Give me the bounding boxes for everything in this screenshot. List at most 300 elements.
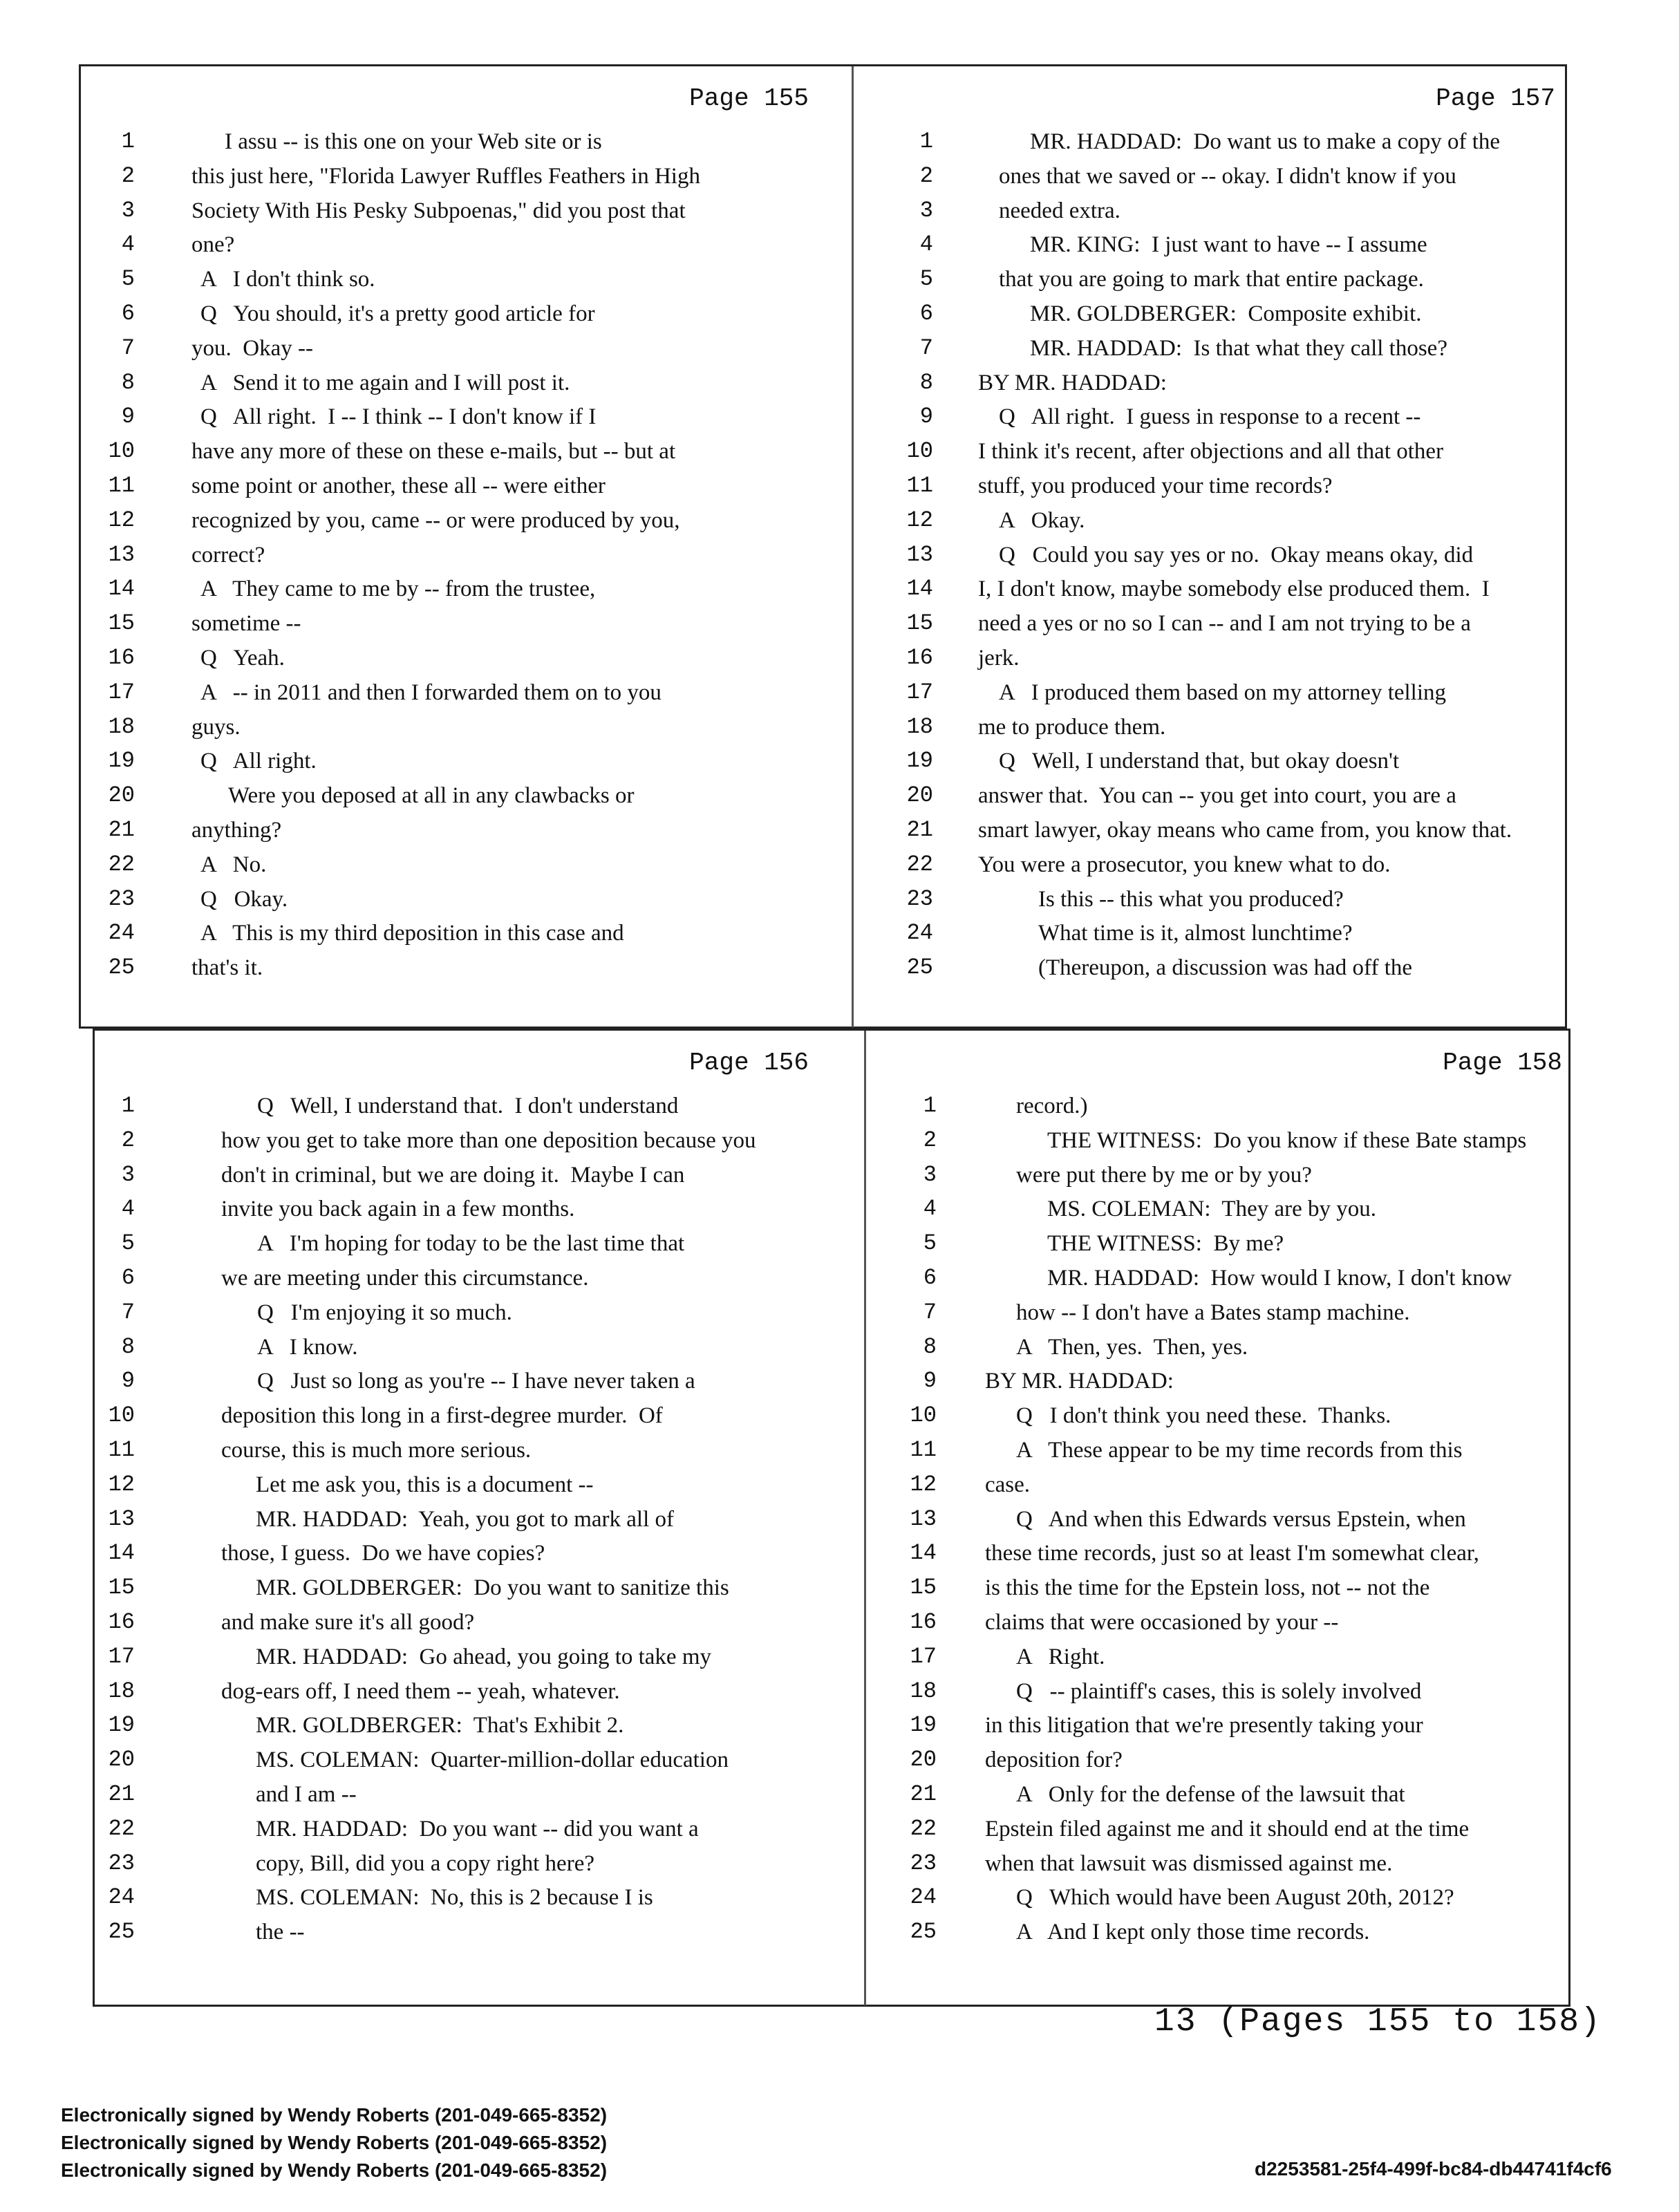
transcript-line <box>836 1330 1583 1365</box>
line-text: is this the time for the Epstein loss, not -- not the <box>985 1575 1430 1601</box>
transcript-line <box>836 1640 1583 1674</box>
transcript-line <box>836 1812 1583 1846</box>
line-text: Q I'm enjoying it so much. <box>257 1300 512 1325</box>
line-text: Is this -- this what you produced? <box>1038 886 1344 912</box>
transcript-line <box>83 1880 829 1915</box>
line-number: 2 <box>121 162 135 189</box>
line-text: case. <box>985 1472 1031 1497</box>
transcript-line <box>83 950 829 985</box>
line-text: claims that were occasioned by your -- <box>985 1610 1339 1635</box>
transcript-line <box>829 194 1576 228</box>
line-text: BY MR. HADDAD: <box>978 370 1167 395</box>
line-number: 17 <box>906 679 933 705</box>
transcript-line <box>836 1743 1583 1777</box>
line-number: 23 <box>910 1850 937 1876</box>
line-number: 6 <box>121 1265 135 1291</box>
line-number: 11 <box>910 1437 937 1463</box>
line-text: these time records, just so at least I'm somewhat clear, <box>985 1541 1479 1566</box>
transcript-line <box>83 366 829 400</box>
transcript-line <box>83 194 829 228</box>
line-text: Let me ask you, this is a document -- <box>256 1472 594 1497</box>
transcript-line <box>83 882 829 917</box>
line-number: 24 <box>108 920 135 946</box>
transcript-line <box>83 641 829 675</box>
line-number: 15 <box>910 1575 937 1601</box>
line-text: A Then, yes. Then, yes. <box>1016 1334 1248 1360</box>
transcript-line <box>836 1364 1583 1398</box>
transcript-line <box>836 1777 1583 1812</box>
line-number: 13 <box>108 541 135 568</box>
line-number: 8 <box>121 369 135 395</box>
transcript-line <box>83 1226 829 1261</box>
line-number: 1 <box>919 129 933 154</box>
transcript-line <box>83 503 829 538</box>
transcript-line <box>83 1261 829 1295</box>
line-number: 6 <box>923 1265 937 1291</box>
line-number: 24 <box>910 1884 937 1911</box>
line-text: BY MR. HADDAD: <box>985 1369 1174 1394</box>
line-number: 23 <box>108 885 135 912</box>
line-text: answer that. You can -- you get into court, you are a <box>978 783 1456 809</box>
transcript-line <box>829 950 1576 985</box>
transcript-line <box>829 400 1576 434</box>
transcript-line <box>836 1295 1583 1330</box>
line-number: 12 <box>108 1471 135 1497</box>
transcript-line <box>836 1502 1583 1537</box>
line-text: Q All right. <box>200 749 317 774</box>
line-text: MS. COLEMAN: No, this is 2 because I is <box>256 1885 653 1911</box>
line-text: A They came to me by -- from the trustee, <box>200 577 596 602</box>
line-number: 15 <box>108 610 135 637</box>
line-number: 6 <box>919 301 933 326</box>
line-number: 5 <box>121 1230 135 1257</box>
line-text: MR. HADDAD: Yeah, you got to mark all of <box>256 1506 674 1532</box>
transcript-line <box>83 916 829 950</box>
line-number: 18 <box>906 713 933 740</box>
line-number: 23 <box>906 885 933 912</box>
line-number: 17 <box>108 1643 135 1669</box>
transcript-line <box>83 227 829 262</box>
page-range-footer: 13 (Pages 155 to 158) <box>1154 2003 1602 2041</box>
line-number: 13 <box>108 1506 135 1532</box>
transcript-line <box>83 813 829 847</box>
line-text: A Only for the defense of the lawsuit that <box>1016 1782 1405 1807</box>
line-text: A And I kept only those time records. <box>1016 1920 1370 1945</box>
transcript-line <box>829 227 1576 262</box>
transcript-line <box>829 675 1576 710</box>
transcript-line <box>83 1364 829 1398</box>
line-text: I think it's recent, after objections and all that other <box>978 439 1444 465</box>
line-number: 7 <box>919 335 933 361</box>
page-header: Page 158 <box>1443 1049 1562 1077</box>
line-number: 2 <box>121 1127 135 1153</box>
signature-line: Electronically signed by Wendy Roberts (201-049-665-8352) <box>61 2104 608 2126</box>
transcript-line <box>83 1295 829 1330</box>
transcript-line <box>83 572 829 606</box>
line-number: 20 <box>108 1747 135 1773</box>
transcript-line <box>836 1605 1583 1640</box>
transcript-line <box>83 159 829 194</box>
line-text: we are meeting under this circumstance. <box>221 1266 589 1291</box>
transcript-line <box>829 331 1576 366</box>
line-number: 7 <box>923 1299 937 1325</box>
transcript-line <box>829 366 1576 400</box>
transcript-line <box>83 1708 829 1743</box>
signature-block <box>61 2101 607 2184</box>
transcript-line <box>836 1089 1583 1123</box>
transcript-line <box>83 1536 829 1571</box>
line-number: 10 <box>108 1403 135 1429</box>
transcript-line <box>836 1123 1583 1158</box>
line-text: the -- <box>256 1920 305 1945</box>
transcript-line <box>83 1915 829 1949</box>
line-text: you. Okay -- <box>191 335 313 361</box>
line-text: don't in criminal, but we are doing it. Maybe I can <box>221 1162 685 1188</box>
line-text: recognized by you, came -- or were produced by you, <box>191 507 680 533</box>
signature-line: Electronically signed by Wendy Roberts (201-049-665-8352) <box>61 2132 608 2153</box>
line-number: 22 <box>906 851 933 877</box>
transcript-line <box>836 1536 1583 1571</box>
transcript-line <box>829 572 1576 606</box>
line-text: sometime -- <box>191 611 301 637</box>
line-number: 4 <box>121 1196 135 1222</box>
line-text: ones that we saved or -- okay. I didn't know if you <box>999 163 1456 189</box>
page-header: Page 155 <box>689 84 809 113</box>
line-number: 10 <box>906 438 933 465</box>
line-number: 1 <box>121 1093 135 1118</box>
line-number: 21 <box>906 817 933 843</box>
line-text: and make sure it's all good? <box>221 1610 475 1635</box>
page-158-panel <box>836 1033 1583 1974</box>
transcript-line <box>829 469 1576 503</box>
line-number: 9 <box>919 404 933 430</box>
line-text: A I know. <box>257 1334 358 1360</box>
line-text: Q Okay. <box>200 886 288 912</box>
line-text: MR. HADDAD: Do you want -- did you want a <box>256 1816 699 1841</box>
transcript-line <box>83 331 829 366</box>
transcript-line <box>836 1880 1583 1915</box>
transcript-line <box>83 1674 829 1709</box>
line-text: deposition this long in a first-degree murder. Of <box>221 1403 663 1429</box>
line-text: MR. HADDAD: Go ahead, you going to take my <box>256 1644 712 1669</box>
line-number: 2 <box>919 162 933 189</box>
line-number: 25 <box>906 955 933 981</box>
page-header: Page 157 <box>1436 84 1555 113</box>
line-text: A I don't think so. <box>200 267 375 292</box>
line-number: 7 <box>121 335 135 361</box>
line-text: record.) <box>1016 1094 1088 1118</box>
line-text: were put there by me or by you? <box>1016 1162 1312 1188</box>
line-number: 3 <box>919 197 933 223</box>
transcript-line <box>83 297 829 331</box>
transcript-line <box>83 606 829 641</box>
line-number: 10 <box>910 1403 937 1429</box>
transcript-line <box>83 434 829 469</box>
line-text: some point or another, these all -- were either <box>191 474 606 498</box>
line-text: Q Well, I understand that. I don't understand <box>257 1094 679 1118</box>
line-number: 14 <box>108 1540 135 1566</box>
line-number: 24 <box>906 920 933 946</box>
line-text: one? <box>191 232 235 258</box>
transcript-line <box>836 1468 1583 1502</box>
page-157-panel <box>829 69 1576 1009</box>
line-number: 16 <box>906 645 933 671</box>
line-text: dog-ears off, I need them -- yeah, whatever. <box>221 1678 620 1704</box>
line-text: THE WITNESS: By me? <box>1047 1231 1284 1257</box>
line-text: Q -- plaintiff's cases, this is solely involved <box>1016 1678 1422 1704</box>
line-text: me to produce them. <box>978 714 1166 740</box>
line-number: 11 <box>108 473 135 498</box>
line-text: those, I guess. Do we have copies? <box>221 1541 545 1566</box>
transcript-line <box>83 1812 829 1846</box>
line-text: correct? <box>191 542 265 568</box>
line-number: 20 <box>906 782 933 809</box>
line-text: I assu -- is this one on your Web site or is <box>225 129 602 154</box>
transcript-line <box>83 1777 829 1812</box>
line-number: 1 <box>923 1093 937 1118</box>
transcript-line <box>83 469 829 503</box>
transcript-line <box>836 1261 1583 1295</box>
transcript-line <box>83 1158 829 1192</box>
line-text: that you are going to mark that entire package. <box>999 267 1424 292</box>
transcript-line <box>829 606 1576 641</box>
line-number: 14 <box>108 576 135 602</box>
line-text: how -- I don't have a Bates stamp machine. <box>1016 1300 1410 1325</box>
line-text: Q I don't think you need these. Thanks. <box>1016 1403 1391 1429</box>
line-text: Q And when this Edwards versus Epstein, when <box>1016 1506 1466 1532</box>
line-text: when that lawsuit was dismissed against me. <box>985 1850 1393 1876</box>
transcript-line <box>829 847 1576 882</box>
line-text: copy, Bill, did you a copy right here? <box>256 1850 594 1876</box>
line-number: 11 <box>906 473 933 498</box>
transcript-line <box>83 847 829 882</box>
line-number: 4 <box>923 1196 937 1222</box>
transcript-line <box>829 813 1576 847</box>
transcript-line <box>829 434 1576 469</box>
line-number: 25 <box>108 955 135 981</box>
line-number: 16 <box>108 1609 135 1635</box>
page-156-panel <box>83 1033 829 1974</box>
line-text: jerk. <box>978 646 1020 671</box>
line-number: 5 <box>923 1230 937 1257</box>
line-text: Q Which would have been August 20th, 2012? <box>1016 1885 1454 1911</box>
line-text: MR. GOLDBERGER: Do you want to sanitize this <box>256 1575 729 1601</box>
transcript-line <box>836 1915 1583 1949</box>
transcript-line <box>829 710 1576 744</box>
line-text: MR. HADDAD: Do want us to make a copy of the <box>1030 129 1501 154</box>
line-number: 21 <box>108 817 135 843</box>
line-number: 12 <box>108 507 135 533</box>
line-number: 9 <box>121 1368 135 1394</box>
line-text: Q Well, I understand that, but okay doesn't <box>999 749 1400 774</box>
line-number: 22 <box>108 851 135 877</box>
line-number: 17 <box>910 1643 937 1669</box>
line-text: Q All right. I guess in response to a recent -- <box>999 404 1421 430</box>
line-number: 14 <box>910 1540 937 1566</box>
line-number: 5 <box>919 266 933 292</box>
page-155-panel <box>83 69 829 1009</box>
line-number: 5 <box>121 266 135 292</box>
line-number: 19 <box>108 1712 135 1738</box>
line-number: 15 <box>108 1575 135 1601</box>
transcript-line <box>829 744 1576 778</box>
transcript-line <box>836 1571 1583 1605</box>
line-number: 25 <box>108 1919 135 1945</box>
line-number: 23 <box>108 1850 135 1876</box>
line-text: A This is my third deposition in this case and <box>200 921 624 946</box>
line-number: 13 <box>910 1506 937 1532</box>
line-number: 16 <box>910 1609 937 1635</box>
page-header: Page 156 <box>689 1049 809 1077</box>
transcript-line <box>83 1089 829 1123</box>
line-number: 21 <box>108 1781 135 1807</box>
line-text: invite you back again in a few months. <box>221 1197 575 1222</box>
line-text: MR. GOLDBERGER: That's Exhibit 2. <box>256 1713 624 1738</box>
line-number: 12 <box>910 1471 937 1497</box>
line-number: 17 <box>108 679 135 705</box>
line-number: 22 <box>108 1815 135 1841</box>
line-text: in this litigation that we're presently taking your <box>985 1713 1423 1738</box>
line-number: 1 <box>121 129 135 154</box>
line-text: Were you deposed at all in any clawbacks or <box>228 783 635 809</box>
line-text: Q Could you say yes or no. Okay means okay, did <box>999 542 1474 568</box>
transcript-line <box>829 641 1576 675</box>
line-text: Q Yeah. <box>200 646 285 671</box>
transcript-line <box>829 916 1576 950</box>
line-text: A No. <box>200 852 267 877</box>
document-id: d2253581-25f4-499f-bc84-db44741f4cf6 <box>1255 2158 1612 2180</box>
line-text: and I am -- <box>256 1782 357 1807</box>
line-number: 8 <box>121 1333 135 1360</box>
line-number: 8 <box>923 1333 937 1360</box>
transcript-line <box>83 710 829 744</box>
transcript-line <box>83 1123 829 1158</box>
line-number: 19 <box>910 1712 937 1738</box>
transcript-line <box>83 1330 829 1365</box>
line-number: 14 <box>906 576 933 602</box>
transcript-line <box>829 503 1576 538</box>
line-number: 8 <box>919 369 933 395</box>
line-text: MS. COLEMAN: Quarter-million-dollar education <box>256 1747 729 1773</box>
line-text: I, I don't know, maybe somebody else produced them. I <box>978 577 1490 602</box>
line-text: MR. HADDAD: Is that what they call those? <box>1030 335 1447 361</box>
line-text: needed extra. <box>999 198 1120 223</box>
line-text: A -- in 2011 and then I forwarded them on to you <box>200 679 662 705</box>
transcript-line <box>83 778 829 813</box>
line-number: 9 <box>121 404 135 430</box>
line-text: You were a prosecutor, you knew what to do. <box>978 852 1391 877</box>
line-text: THE WITNESS: Do you know if these Bate stamps <box>1047 1127 1527 1153</box>
line-number: 9 <box>923 1368 937 1394</box>
line-text: Q You should, it's a pretty good article for <box>200 301 595 326</box>
line-number: 18 <box>108 1678 135 1704</box>
transcript-line <box>83 744 829 778</box>
line-text: What time is it, almost lunchtime? <box>1038 921 1353 946</box>
line-number: 4 <box>919 232 933 258</box>
line-number: 20 <box>108 782 135 809</box>
transcript-line <box>83 262 829 297</box>
transcript-line <box>836 1192 1583 1226</box>
line-number: 10 <box>108 438 135 465</box>
line-number: 11 <box>108 1437 135 1463</box>
line-number: 18 <box>108 713 135 740</box>
transcript-line <box>836 1708 1583 1743</box>
transcript-line <box>83 1398 829 1433</box>
transcript-line <box>829 124 1576 159</box>
transcript-line <box>83 400 829 434</box>
line-text: have any more of these on these e-mails, but -- but at <box>191 439 676 465</box>
line-number: 7 <box>121 1299 135 1325</box>
line-text: this just here, "Florida Lawyer Ruffles Feathers in High <box>191 163 700 189</box>
line-text: course, this is much more serious. <box>221 1438 532 1463</box>
line-number: 19 <box>906 748 933 774</box>
line-number: 19 <box>108 748 135 774</box>
line-number: 3 <box>121 1161 135 1188</box>
line-text: need a yes or no so I can -- and I am not trying to be a <box>978 611 1471 637</box>
line-text: Q Just so long as you're -- I have never taken a <box>257 1369 695 1394</box>
line-text: smart lawyer, okay means who came from, you know that. <box>978 818 1512 843</box>
line-text: how you get to take more than one deposition because you <box>221 1127 756 1153</box>
line-number: 13 <box>906 541 933 568</box>
transcript-line <box>83 1846 829 1881</box>
line-number: 24 <box>108 1884 135 1911</box>
line-text: that's it. <box>191 955 263 981</box>
line-text: MS. COLEMAN: They are by you. <box>1047 1197 1377 1222</box>
transcript-line <box>836 1433 1583 1468</box>
line-text: A I produced them based on my attorney telling <box>999 679 1447 705</box>
line-text: MR. HADDAD: How would I know, I don't know <box>1047 1266 1512 1291</box>
line-number: 12 <box>906 507 933 533</box>
line-text: Epstein filed against me and it should end at the time <box>985 1816 1470 1841</box>
line-text: A Right. <box>1016 1644 1105 1669</box>
line-number: 16 <box>108 645 135 671</box>
transcript-line <box>829 778 1576 813</box>
transcript-line <box>83 538 829 572</box>
transcript-line <box>836 1158 1583 1192</box>
transcript-line <box>83 1192 829 1226</box>
transcript-line <box>836 1846 1583 1881</box>
transcript-line <box>83 1502 829 1537</box>
line-text: MR. KING: I just want to have -- I assume <box>1030 232 1427 258</box>
line-number: 18 <box>910 1678 937 1704</box>
line-text: deposition for? <box>985 1747 1123 1773</box>
line-number: 3 <box>923 1161 937 1188</box>
line-text: A These appear to be my time records from this <box>1016 1438 1463 1463</box>
transcript-line <box>83 1605 829 1640</box>
transcript-line <box>83 1468 829 1502</box>
line-text: MR. GOLDBERGER: Composite exhibit. <box>1030 301 1422 326</box>
line-number: 2 <box>923 1127 937 1153</box>
line-text: A I'm hoping for today to be the last time that <box>257 1231 685 1257</box>
transcript-line <box>83 124 829 159</box>
transcript-line <box>836 1398 1583 1433</box>
line-text: guys. <box>191 714 241 740</box>
line-number: 4 <box>121 232 135 258</box>
line-number: 15 <box>906 610 933 637</box>
line-number: 20 <box>910 1747 937 1773</box>
transcript-line <box>83 1571 829 1605</box>
transcript-line <box>83 675 829 710</box>
line-text: A Okay. <box>999 507 1085 533</box>
line-text: stuff, you produced your time records? <box>978 474 1333 498</box>
line-text: anything? <box>191 818 282 843</box>
line-text: Society With His Pesky Subpoenas," did you post that <box>191 198 686 223</box>
line-number: 25 <box>910 1919 937 1945</box>
transcript-line <box>829 538 1576 572</box>
transcript-line <box>829 262 1576 297</box>
signature-line: Electronically signed by Wendy Roberts (201-049-665-8352) <box>61 2159 608 2181</box>
line-text: (Thereupon, a discussion was had off the <box>1038 955 1413 981</box>
